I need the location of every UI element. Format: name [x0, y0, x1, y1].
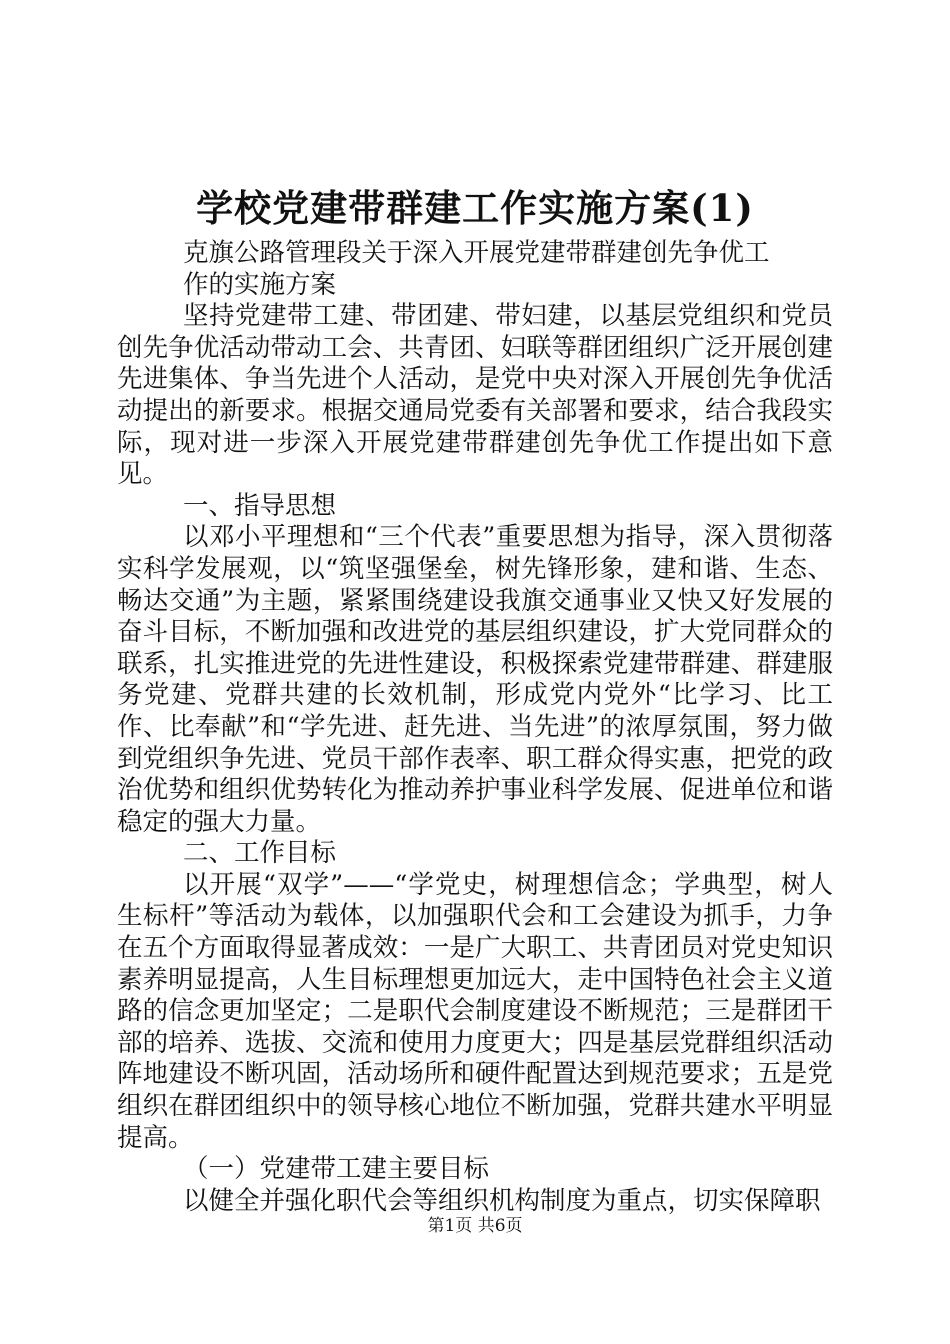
paragraph-work-goals: 以开展“双学”——“学党史，树理想信念；学典型，树人生标杆”等活动为载体，以加强职代会和工会建设为抓手，力争在五个方面取得显著成效：一是广大职工、共青团员对党史知识素养明显提高，人生目标理想更加远大，走中国特色社会主义道路的信念更加坚定；二是职代会制度建设不断规范；三是群团干部的培养、选拔、交流和使用力度更大；四是基层党群组织活动阵地建设不断巩固，活动场所和硬件配置达到规范要求；五是党组织在群团组织中的领导核心地位不断加强，党群共建水平明显提高。	[117, 869, 833, 1153]
document-body	[117, 238, 833, 1217]
page-number-footer: 第1页 共6页	[427, 1216, 523, 1236]
section-heading-work-goals: 二、工作目标	[183, 838, 337, 869]
subsection-heading-union-goals: （一）党建带工建主要目标	[183, 1154, 490, 1185]
subtitle-line-2: 作的实施方案	[183, 269, 337, 300]
section-heading-guiding-thought: 一、指导思想	[183, 490, 337, 521]
document-title: 学校党建带群建工作实施方案(1)	[196, 186, 754, 230]
paragraph-guiding-thought: 以邓小平理想和“三个代表”重要思想为指导，深入贯彻落实科学发展观，以“筑坚强堡垒，树先锋形象，建和谐、生态、畅达交通”为主题，紧紧围绕建设我旗交通事业又快又好发展的奋斗目标，不断加强和改进党的基层组织建设，扩大党同群众的联系，扎实推进党的先进性建设，积极探索党建带群建、群建服务党建、党群共建的长效机制，形成党内党外“比学习、比工作、比奉献”和“学先进、赶先进、当先进”的浓厚氛围，努力做到党组织争先进、党员干部作表率、职工群众得实惠，把党的政治优势和组织优势转化为推动养护事业科学发展、促进单位和谐稳定的强大力量。	[117, 522, 833, 837]
paragraph-intro: 坚持党建带工建、带团建、带妇建，以基层党组织和党员创先争优活动带动工会、共青团、妇联等群团组织广泛开展创建先进集体、争当先进个人活动，是党中央对深入开展创先争优活动提出的新要求。根据交通局党委有关部署和要求，结合我段实际，现对进一步深入开展党建带群建创先争优工作提出如下意见。	[117, 301, 833, 490]
paragraph-union-goals: 以健全并强化职代会等组织机构制度为重点，切实保障职	[183, 1185, 821, 1216]
subtitle-line-1: 克旗公路管理段关于深入开展党建带群建创先争优工	[183, 238, 770, 268]
